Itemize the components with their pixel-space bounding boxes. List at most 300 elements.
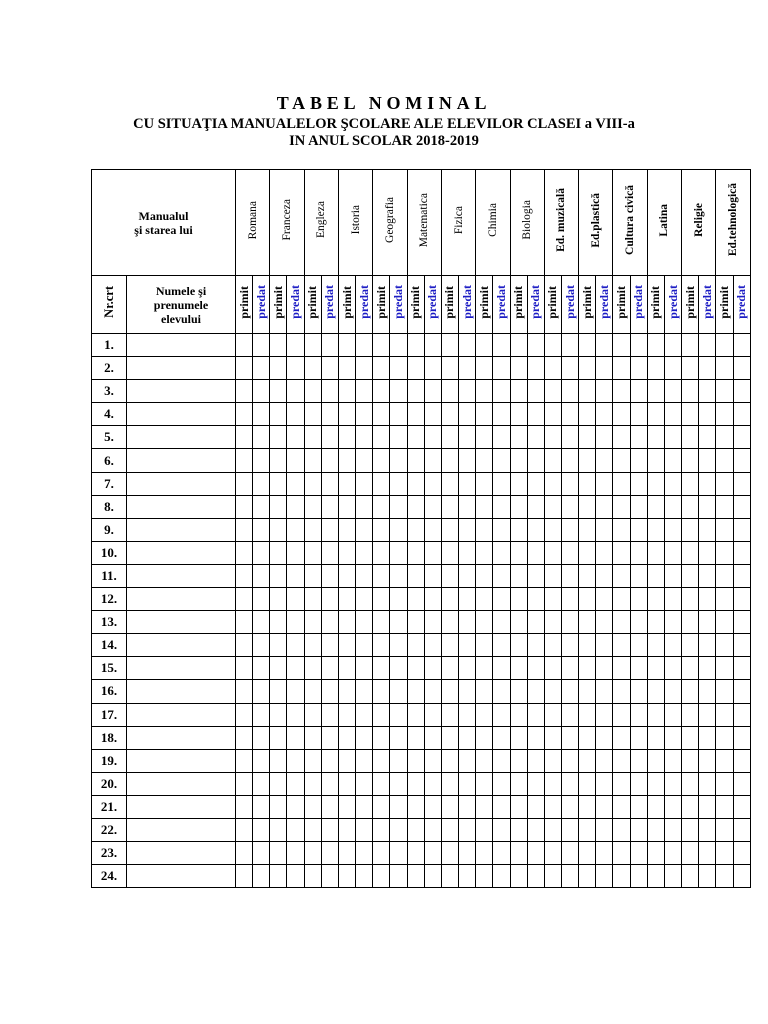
returned-cell[interactable] — [596, 726, 613, 749]
received-cell[interactable] — [407, 334, 424, 357]
received-cell[interactable] — [407, 518, 424, 541]
student-name-cell[interactable] — [127, 357, 236, 380]
received-cell[interactable] — [682, 426, 699, 449]
returned-cell[interactable] — [733, 680, 750, 703]
returned-cell[interactable] — [596, 357, 613, 380]
received-cell[interactable] — [407, 795, 424, 818]
received-cell[interactable] — [304, 588, 321, 611]
student-name-cell[interactable] — [127, 518, 236, 541]
received-cell[interactable] — [236, 795, 253, 818]
received-cell[interactable] — [510, 472, 527, 495]
received-cell[interactable] — [613, 541, 630, 564]
received-cell[interactable] — [716, 588, 733, 611]
returned-cell[interactable] — [527, 749, 544, 772]
received-cell[interactable] — [373, 472, 390, 495]
returned-cell[interactable] — [664, 518, 681, 541]
received-cell[interactable] — [510, 703, 527, 726]
received-cell[interactable] — [236, 842, 253, 865]
returned-cell[interactable] — [733, 865, 750, 888]
returned-cell[interactable] — [561, 818, 578, 841]
received-cell[interactable] — [407, 357, 424, 380]
received-cell[interactable] — [236, 380, 253, 403]
received-cell[interactable] — [647, 842, 664, 865]
returned-cell[interactable] — [630, 472, 647, 495]
received-cell[interactable] — [236, 357, 253, 380]
received-cell[interactable] — [647, 680, 664, 703]
returned-cell[interactable] — [699, 680, 716, 703]
student-name-cell[interactable] — [127, 611, 236, 634]
received-cell[interactable] — [236, 703, 253, 726]
received-cell[interactable] — [579, 426, 596, 449]
returned-cell[interactable] — [664, 426, 681, 449]
received-cell[interactable] — [270, 818, 287, 841]
received-cell[interactable] — [270, 726, 287, 749]
received-cell[interactable] — [579, 564, 596, 587]
received-cell[interactable] — [270, 518, 287, 541]
returned-cell[interactable] — [253, 818, 270, 841]
received-cell[interactable] — [338, 818, 355, 841]
returned-cell[interactable] — [356, 634, 373, 657]
returned-cell[interactable] — [493, 380, 510, 403]
returned-cell[interactable] — [733, 772, 750, 795]
returned-cell[interactable] — [459, 726, 476, 749]
returned-cell[interactable] — [390, 842, 407, 865]
returned-cell[interactable] — [664, 449, 681, 472]
returned-cell[interactable] — [356, 611, 373, 634]
received-cell[interactable] — [613, 495, 630, 518]
received-cell[interactable] — [544, 865, 561, 888]
returned-cell[interactable] — [390, 380, 407, 403]
received-cell[interactable] — [407, 380, 424, 403]
returned-cell[interactable] — [493, 842, 510, 865]
received-cell[interactable] — [304, 703, 321, 726]
returned-cell[interactable] — [493, 818, 510, 841]
returned-cell[interactable] — [664, 472, 681, 495]
received-cell[interactable] — [647, 357, 664, 380]
received-cell[interactable] — [716, 703, 733, 726]
returned-cell[interactable] — [390, 772, 407, 795]
returned-cell[interactable] — [664, 564, 681, 587]
received-cell[interactable] — [613, 334, 630, 357]
returned-cell[interactable] — [253, 380, 270, 403]
received-cell[interactable] — [441, 842, 458, 865]
received-cell[interactable] — [270, 357, 287, 380]
returned-cell[interactable] — [321, 634, 338, 657]
received-cell[interactable] — [716, 495, 733, 518]
received-cell[interactable] — [236, 634, 253, 657]
received-cell[interactable] — [304, 518, 321, 541]
received-cell[interactable] — [579, 818, 596, 841]
returned-cell[interactable] — [527, 541, 544, 564]
received-cell[interactable] — [579, 634, 596, 657]
returned-cell[interactable] — [424, 680, 441, 703]
returned-cell[interactable] — [321, 726, 338, 749]
received-cell[interactable] — [682, 518, 699, 541]
returned-cell[interactable] — [527, 865, 544, 888]
received-cell[interactable] — [236, 611, 253, 634]
returned-cell[interactable] — [424, 541, 441, 564]
returned-cell[interactable] — [253, 772, 270, 795]
received-cell[interactable] — [716, 818, 733, 841]
received-cell[interactable] — [270, 380, 287, 403]
received-cell[interactable] — [407, 449, 424, 472]
received-cell[interactable] — [270, 449, 287, 472]
received-cell[interactable] — [441, 357, 458, 380]
returned-cell[interactable] — [321, 842, 338, 865]
received-cell[interactable] — [647, 795, 664, 818]
returned-cell[interactable] — [699, 334, 716, 357]
returned-cell[interactable] — [459, 449, 476, 472]
returned-cell[interactable] — [733, 634, 750, 657]
received-cell[interactable] — [338, 495, 355, 518]
returned-cell[interactable] — [596, 495, 613, 518]
received-cell[interactable] — [613, 403, 630, 426]
returned-cell[interactable] — [699, 795, 716, 818]
returned-cell[interactable] — [390, 657, 407, 680]
returned-cell[interactable] — [733, 449, 750, 472]
returned-cell[interactable] — [596, 403, 613, 426]
received-cell[interactable] — [270, 334, 287, 357]
returned-cell[interactable] — [733, 611, 750, 634]
received-cell[interactable] — [373, 772, 390, 795]
received-cell[interactable] — [613, 357, 630, 380]
student-name-cell[interactable] — [127, 680, 236, 703]
returned-cell[interactable] — [664, 680, 681, 703]
student-name-cell[interactable] — [127, 564, 236, 587]
received-cell[interactable] — [338, 726, 355, 749]
received-cell[interactable] — [476, 564, 493, 587]
returned-cell[interactable] — [630, 403, 647, 426]
returned-cell[interactable] — [459, 403, 476, 426]
returned-cell[interactable] — [459, 518, 476, 541]
received-cell[interactable] — [441, 380, 458, 403]
student-name-cell[interactable] — [127, 818, 236, 841]
received-cell[interactable] — [682, 703, 699, 726]
received-cell[interactable] — [304, 611, 321, 634]
received-cell[interactable] — [579, 842, 596, 865]
returned-cell[interactable] — [424, 357, 441, 380]
returned-cell[interactable] — [493, 426, 510, 449]
received-cell[interactable] — [236, 472, 253, 495]
returned-cell[interactable] — [287, 703, 304, 726]
received-cell[interactable] — [236, 564, 253, 587]
returned-cell[interactable] — [493, 772, 510, 795]
received-cell[interactable] — [510, 749, 527, 772]
returned-cell[interactable] — [390, 703, 407, 726]
student-name-cell[interactable] — [127, 749, 236, 772]
received-cell[interactable] — [476, 703, 493, 726]
returned-cell[interactable] — [493, 865, 510, 888]
received-cell[interactable] — [716, 772, 733, 795]
received-cell[interactable] — [716, 564, 733, 587]
student-name-cell[interactable] — [127, 426, 236, 449]
received-cell[interactable] — [304, 380, 321, 403]
received-cell[interactable] — [338, 357, 355, 380]
received-cell[interactable] — [236, 588, 253, 611]
returned-cell[interactable] — [699, 541, 716, 564]
received-cell[interactable] — [716, 611, 733, 634]
received-cell[interactable] — [544, 749, 561, 772]
returned-cell[interactable] — [561, 749, 578, 772]
received-cell[interactable] — [510, 680, 527, 703]
returned-cell[interactable] — [527, 472, 544, 495]
returned-cell[interactable] — [459, 749, 476, 772]
received-cell[interactable] — [682, 449, 699, 472]
received-cell[interactable] — [510, 357, 527, 380]
returned-cell[interactable] — [253, 403, 270, 426]
returned-cell[interactable] — [561, 588, 578, 611]
returned-cell[interactable] — [459, 611, 476, 634]
received-cell[interactable] — [544, 795, 561, 818]
received-cell[interactable] — [682, 380, 699, 403]
returned-cell[interactable] — [459, 657, 476, 680]
returned-cell[interactable] — [561, 726, 578, 749]
returned-cell[interactable] — [699, 726, 716, 749]
received-cell[interactable] — [579, 795, 596, 818]
received-cell[interactable] — [510, 657, 527, 680]
returned-cell[interactable] — [253, 726, 270, 749]
received-cell[interactable] — [682, 495, 699, 518]
received-cell[interactable] — [510, 726, 527, 749]
received-cell[interactable] — [270, 657, 287, 680]
returned-cell[interactable] — [527, 334, 544, 357]
returned-cell[interactable] — [459, 680, 476, 703]
returned-cell[interactable] — [733, 403, 750, 426]
returned-cell[interactable] — [561, 426, 578, 449]
received-cell[interactable] — [647, 449, 664, 472]
returned-cell[interactable] — [699, 403, 716, 426]
returned-cell[interactable] — [527, 449, 544, 472]
student-name-cell[interactable] — [127, 657, 236, 680]
received-cell[interactable] — [304, 865, 321, 888]
received-cell[interactable] — [716, 449, 733, 472]
returned-cell[interactable] — [493, 449, 510, 472]
received-cell[interactable] — [544, 403, 561, 426]
received-cell[interactable] — [682, 403, 699, 426]
received-cell[interactable] — [647, 541, 664, 564]
received-cell[interactable] — [647, 588, 664, 611]
returned-cell[interactable] — [527, 703, 544, 726]
returned-cell[interactable] — [321, 749, 338, 772]
returned-cell[interactable] — [424, 657, 441, 680]
student-name-cell[interactable] — [127, 842, 236, 865]
received-cell[interactable] — [544, 772, 561, 795]
returned-cell[interactable] — [630, 726, 647, 749]
returned-cell[interactable] — [459, 842, 476, 865]
returned-cell[interactable] — [287, 449, 304, 472]
received-cell[interactable] — [373, 357, 390, 380]
returned-cell[interactable] — [356, 472, 373, 495]
received-cell[interactable] — [441, 726, 458, 749]
received-cell[interactable] — [236, 334, 253, 357]
returned-cell[interactable] — [493, 495, 510, 518]
received-cell[interactable] — [441, 703, 458, 726]
returned-cell[interactable] — [253, 795, 270, 818]
received-cell[interactable] — [338, 426, 355, 449]
returned-cell[interactable] — [493, 357, 510, 380]
returned-cell[interactable] — [664, 842, 681, 865]
returned-cell[interactable] — [424, 380, 441, 403]
received-cell[interactable] — [682, 657, 699, 680]
received-cell[interactable] — [647, 380, 664, 403]
returned-cell[interactable] — [699, 426, 716, 449]
received-cell[interactable] — [647, 818, 664, 841]
returned-cell[interactable] — [287, 541, 304, 564]
received-cell[interactable] — [613, 472, 630, 495]
received-cell[interactable] — [682, 634, 699, 657]
received-cell[interactable] — [510, 426, 527, 449]
returned-cell[interactable] — [561, 334, 578, 357]
received-cell[interactable] — [579, 495, 596, 518]
returned-cell[interactable] — [390, 495, 407, 518]
received-cell[interactable] — [682, 541, 699, 564]
returned-cell[interactable] — [630, 426, 647, 449]
returned-cell[interactable] — [561, 518, 578, 541]
received-cell[interactable] — [510, 772, 527, 795]
received-cell[interactable] — [407, 634, 424, 657]
received-cell[interactable] — [270, 865, 287, 888]
returned-cell[interactable] — [561, 703, 578, 726]
received-cell[interactable] — [476, 657, 493, 680]
received-cell[interactable] — [304, 426, 321, 449]
received-cell[interactable] — [441, 564, 458, 587]
returned-cell[interactable] — [424, 703, 441, 726]
received-cell[interactable] — [441, 772, 458, 795]
returned-cell[interactable] — [390, 334, 407, 357]
returned-cell[interactable] — [561, 541, 578, 564]
received-cell[interactable] — [373, 611, 390, 634]
returned-cell[interactable] — [321, 495, 338, 518]
returned-cell[interactable] — [561, 680, 578, 703]
received-cell[interactable] — [236, 749, 253, 772]
returned-cell[interactable] — [287, 588, 304, 611]
returned-cell[interactable] — [287, 472, 304, 495]
received-cell[interactable] — [338, 772, 355, 795]
received-cell[interactable] — [338, 403, 355, 426]
received-cell[interactable] — [716, 726, 733, 749]
returned-cell[interactable] — [356, 772, 373, 795]
returned-cell[interactable] — [321, 403, 338, 426]
returned-cell[interactable] — [630, 588, 647, 611]
returned-cell[interactable] — [630, 611, 647, 634]
returned-cell[interactable] — [321, 380, 338, 403]
returned-cell[interactable] — [390, 611, 407, 634]
returned-cell[interactable] — [459, 703, 476, 726]
received-cell[interactable] — [338, 703, 355, 726]
received-cell[interactable] — [647, 403, 664, 426]
received-cell[interactable] — [682, 795, 699, 818]
returned-cell[interactable] — [664, 703, 681, 726]
returned-cell[interactable] — [733, 726, 750, 749]
returned-cell[interactable] — [390, 726, 407, 749]
returned-cell[interactable] — [699, 703, 716, 726]
returned-cell[interactable] — [459, 634, 476, 657]
received-cell[interactable] — [579, 611, 596, 634]
returned-cell[interactable] — [527, 588, 544, 611]
student-name-cell[interactable] — [127, 449, 236, 472]
returned-cell[interactable] — [664, 334, 681, 357]
returned-cell[interactable] — [699, 657, 716, 680]
received-cell[interactable] — [544, 726, 561, 749]
returned-cell[interactable] — [287, 495, 304, 518]
returned-cell[interactable] — [287, 611, 304, 634]
returned-cell[interactable] — [493, 518, 510, 541]
returned-cell[interactable] — [733, 749, 750, 772]
received-cell[interactable] — [338, 472, 355, 495]
returned-cell[interactable] — [459, 380, 476, 403]
returned-cell[interactable] — [596, 334, 613, 357]
returned-cell[interactable] — [596, 380, 613, 403]
received-cell[interactable] — [682, 472, 699, 495]
returned-cell[interactable] — [561, 495, 578, 518]
received-cell[interactable] — [338, 380, 355, 403]
returned-cell[interactable] — [664, 818, 681, 841]
received-cell[interactable] — [270, 588, 287, 611]
returned-cell[interactable] — [596, 818, 613, 841]
received-cell[interactable] — [476, 380, 493, 403]
returned-cell[interactable] — [733, 495, 750, 518]
returned-cell[interactable] — [527, 657, 544, 680]
received-cell[interactable] — [236, 495, 253, 518]
received-cell[interactable] — [236, 518, 253, 541]
received-cell[interactable] — [647, 426, 664, 449]
returned-cell[interactable] — [561, 634, 578, 657]
returned-cell[interactable] — [596, 426, 613, 449]
received-cell[interactable] — [716, 795, 733, 818]
returned-cell[interactable] — [527, 726, 544, 749]
received-cell[interactable] — [338, 588, 355, 611]
received-cell[interactable] — [338, 518, 355, 541]
returned-cell[interactable] — [253, 657, 270, 680]
received-cell[interactable] — [441, 426, 458, 449]
received-cell[interactable] — [544, 634, 561, 657]
returned-cell[interactable] — [321, 795, 338, 818]
returned-cell[interactable] — [630, 634, 647, 657]
received-cell[interactable] — [270, 495, 287, 518]
received-cell[interactable] — [338, 541, 355, 564]
received-cell[interactable] — [373, 842, 390, 865]
returned-cell[interactable] — [459, 495, 476, 518]
returned-cell[interactable] — [459, 588, 476, 611]
returned-cell[interactable] — [664, 588, 681, 611]
returned-cell[interactable] — [390, 518, 407, 541]
returned-cell[interactable] — [321, 657, 338, 680]
received-cell[interactable] — [579, 403, 596, 426]
returned-cell[interactable] — [596, 795, 613, 818]
returned-cell[interactable] — [424, 472, 441, 495]
returned-cell[interactable] — [287, 726, 304, 749]
returned-cell[interactable] — [424, 726, 441, 749]
received-cell[interactable] — [441, 657, 458, 680]
received-cell[interactable] — [373, 588, 390, 611]
returned-cell[interactable] — [253, 357, 270, 380]
student-name-cell[interactable] — [127, 772, 236, 795]
returned-cell[interactable] — [253, 541, 270, 564]
returned-cell[interactable] — [356, 334, 373, 357]
received-cell[interactable] — [579, 703, 596, 726]
received-cell[interactable] — [304, 403, 321, 426]
received-cell[interactable] — [544, 449, 561, 472]
returned-cell[interactable] — [527, 357, 544, 380]
received-cell[interactable] — [647, 865, 664, 888]
returned-cell[interactable] — [356, 495, 373, 518]
received-cell[interactable] — [613, 680, 630, 703]
received-cell[interactable] — [476, 541, 493, 564]
received-cell[interactable] — [579, 588, 596, 611]
returned-cell[interactable] — [733, 380, 750, 403]
received-cell[interactable] — [510, 588, 527, 611]
received-cell[interactable] — [407, 657, 424, 680]
